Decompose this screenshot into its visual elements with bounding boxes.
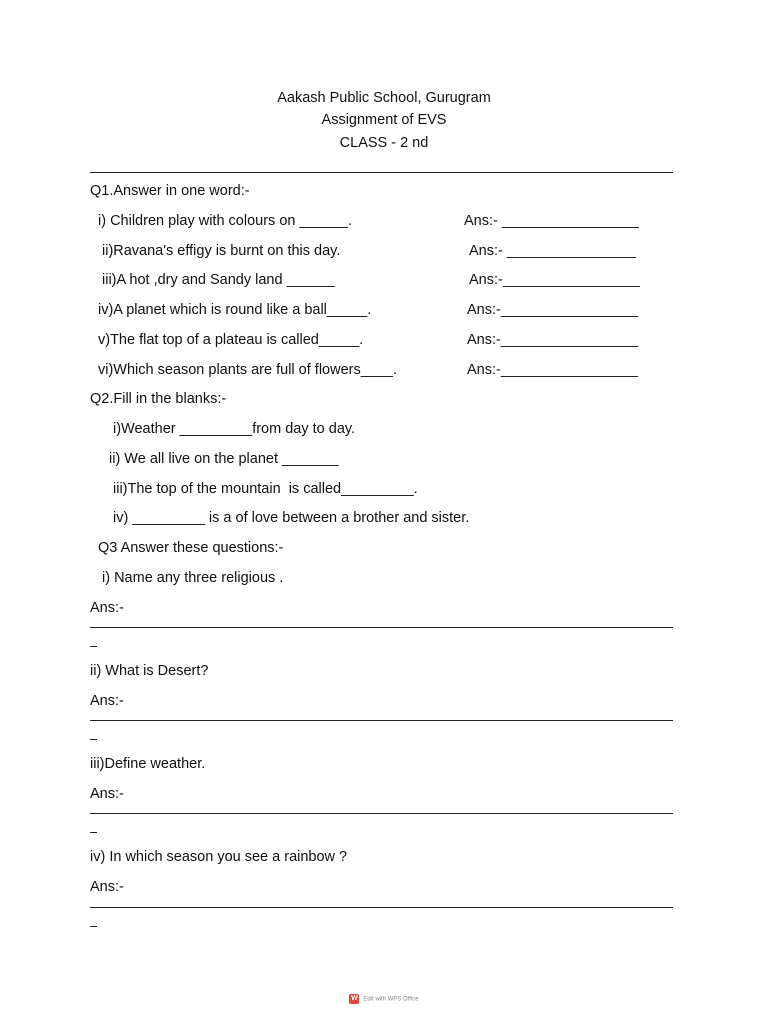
q1-answer-2: Ans:- ________________ [469, 243, 636, 259]
answer-line-2 [90, 720, 673, 721]
q1-answer-6: Ans:-_________________ [467, 362, 638, 378]
q3-ans-label-4: Ans:- [90, 879, 124, 895]
q3-question-3: iii)Define weather. [90, 756, 206, 772]
q1-answer-3: Ans:-_________________ [469, 272, 640, 288]
q1-question-6: vi)Which season plants are full of flowers____. [98, 362, 398, 378]
q1-title: Q1.Answer in one word:- [90, 183, 250, 199]
q2-item-3: iii)The top of the mountain is called_________. [113, 481, 418, 497]
q3-question-1: i) Name any three religious . [102, 570, 284, 586]
answer-line-3-tail [90, 832, 97, 833]
wps-logo-icon: W [351, 995, 358, 1002]
q3-question-2: ii) What is Desert? [90, 663, 209, 679]
school-name: Aakash Public School, Gurugram [277, 90, 491, 106]
answer-line-1 [90, 627, 673, 628]
q1-question-4: iv)A planet which is round like a ball_____. [98, 302, 372, 318]
q3-title: Q3 Answer these questions:- [98, 540, 284, 556]
q1-question-2: ii)Ravana's effigy is burnt on this day. [102, 243, 341, 259]
assignment-title: Assignment of EVS [321, 112, 447, 128]
q1-question-1: i) Children play with colours on ______. [98, 213, 352, 229]
q1-question-5: v)The flat top of a plateau is called_____. [98, 332, 364, 348]
q1-question-3: iii)A hot ,dry and Sandy land ______ [102, 272, 335, 288]
q3-ans-label-2: Ans:- [90, 693, 124, 709]
q1-answer-1: Ans:- _________________ [464, 213, 639, 229]
answer-line-3 [90, 813, 673, 814]
q2-item-4: iv) _________ is a of love between a brother and sister. [113, 510, 470, 526]
answer-line-2-tail [90, 739, 97, 740]
q2-item-1: i)Weather _________from day to day. [113, 421, 356, 437]
q3-ans-label-3: Ans:- [90, 786, 124, 802]
answer-line-4-tail [90, 926, 97, 927]
q3-question-4: iv) In which season you see a rainbow ? [90, 849, 348, 865]
wps-footer[interactable] [0, 994, 768, 1004]
q2-item-2: ii) We all live on the planet _______ [109, 451, 339, 467]
q2-title: Q2.Fill in the blanks:- [90, 391, 227, 407]
answer-line-4 [90, 907, 673, 908]
q1-answer-5: Ans:-_________________ [467, 332, 638, 348]
q1-answer-4: Ans:-_________________ [467, 302, 638, 318]
q3-ans-label-1: Ans:- [90, 600, 124, 616]
wps-footer-text: Edit with WPS Office [363, 996, 419, 1003]
header-divider [90, 172, 673, 173]
answer-line-1-tail [90, 646, 97, 647]
class-label: CLASS - 2 nd [339, 135, 429, 151]
